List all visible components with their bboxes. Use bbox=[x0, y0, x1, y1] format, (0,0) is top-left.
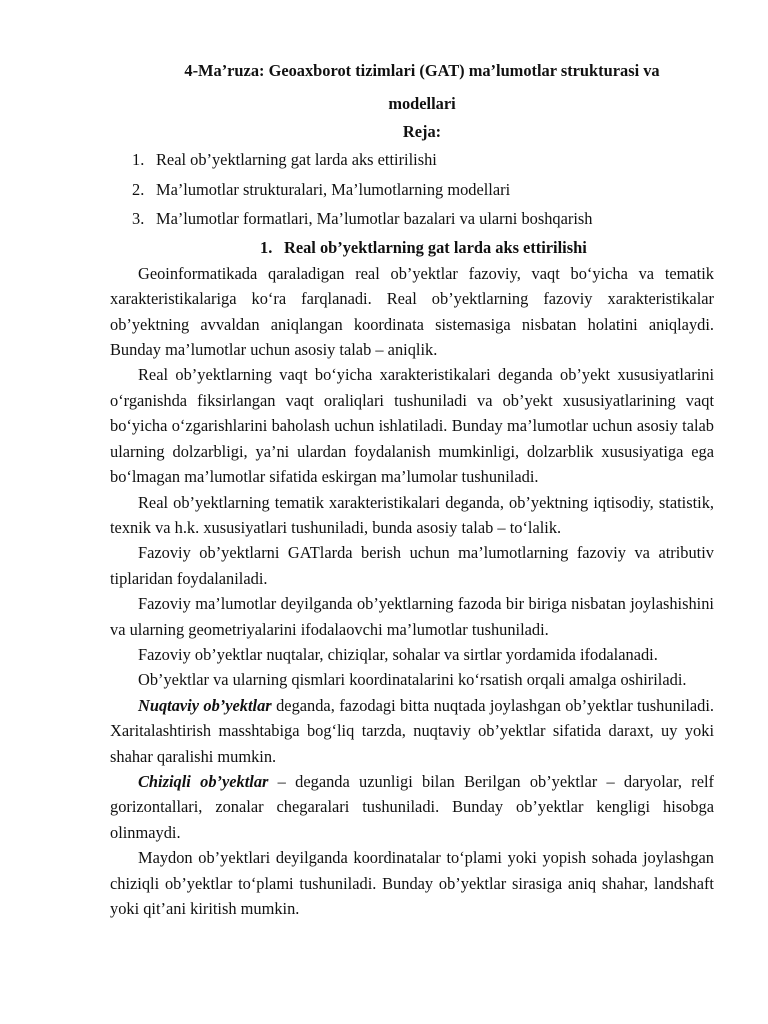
paragraph: Fazoviy ob’yektlarni GATlarda berish uchun ma’lumotlarning fazoviy va atributiv tiplaridan foydalaniladi. bbox=[110, 543, 714, 588]
paragraph: Geoinformatikada qaraladigan real ob’yektlar fazoviy, vaqt bo‘yicha va tematik xarakteristikalariga ko‘ra farqlanadi. Real ob’yektlarning fazoviy xarakteristikalar ob’yektning avvaldan aniqlangan koordinata sistemasiga nisbatan holatini aniqlaydi. Bunday ma’lumotlar uchun asosiy talab – aniqlik. bbox=[110, 263, 714, 360]
title-line-2: modellari bbox=[388, 94, 456, 114]
plan-heading: Reja: bbox=[402, 121, 442, 141]
line-objects-text: – deganda uzunligi bilan Berilgan ob’yektlar – daryolar, relf gorizontallari, zonalar chegaralari tushuniladi. Bunday ob’yektlar kengligi hisobga olinmaydi. bbox=[110, 771, 715, 842]
paragraph: Fazoviy ob’yektlar nuqtalar, chiziqlar, sohalar va sirtlar yordamida ifodalanadi. bbox=[138, 644, 658, 664]
plan-item-number: 3. bbox=[132, 209, 145, 229]
plan-item-text: Ma’lumotlar strukturalari, Ma’lumotlarning modellari bbox=[156, 179, 511, 199]
point-objects-term: Nuqtaviy ob’yektlar bbox=[138, 695, 272, 715]
line-objects-paragraph bbox=[110, 769, 714, 845]
paragraph: Fazoviy ma’lumotlar deyilganda ob’yektlarning fazoda bir biriga nisbatan joylashishini va ularning geometriyalarini ifodalaovchi ma’lumotlar tushuniladi. bbox=[110, 594, 714, 639]
document-page bbox=[110, 58, 714, 921]
point-objects-paragraph bbox=[110, 693, 714, 769]
document-title bbox=[110, 58, 714, 117]
title-line-1: 4-Ma’ruza: Geoaxborot tizimlari (GAT) ma’lumotlar strukturasi va bbox=[184, 61, 660, 80]
paragraph: Ob’yektlar va ularning qismlari koordinatalarini ko‘rsatish orqali amalga oshiriladi. bbox=[138, 670, 687, 690]
point-objects-text: deganda, fazodagi bitta nuqtada joylashgan ob’yektlar tushuniladi. Xaritalashtirish masshtabiga bog‘liq tarzda, nuqtaviy ob’yektlar sifatida daraxt, uy yoki shahar qaralishi mumkin. bbox=[110, 695, 714, 766]
plan-item bbox=[110, 177, 714, 202]
area-objects-paragraph: Maydon ob’yektlari deyilganda koordinatalar to‘plami yoki yopish sohada joylashgan chiziqli ob’yektlar to‘plami tushuniladi. Bunday ob’yektlar sirasiga aniq shahar, landshaft yoki qit’ani kiritish mumkin. bbox=[110, 848, 714, 918]
line-objects-term: Chiziqli ob’yektlar bbox=[138, 771, 269, 791]
section-title: Real ob’yektlarning gat larda aks ettirilishi bbox=[284, 238, 587, 258]
plan-item-text: Real ob’yektlarning gat larda aks ettirilishi bbox=[156, 150, 437, 170]
section-number: 1. bbox=[260, 238, 273, 258]
plan-item-number: 2. bbox=[132, 179, 145, 199]
plan-item bbox=[110, 147, 714, 172]
plan-item-text: Ma’lumotlar formatlari, Ma’lumotlar bazalari va ularni boshqarish bbox=[156, 209, 593, 229]
plan-item bbox=[110, 206, 714, 231]
plan-list bbox=[110, 147, 714, 231]
paragraph: Real ob’yektlarning vaqt bo‘yicha xarakteristikalari deganda ob’yekt xususiyatlarini o‘rganishda fiksirlangan vaqt oraliqlari tushuniladi va ob’yekt xususiyatlarining vaqt bo‘yicha o‘zgarishlarini baholash uchun ishlatiladi. Bunday ma’lumotlar uchun asosiy talab ularning dolzarbligi, ya’ni ulardan foydalanish mumkinligi, dolzarblik xususiyatiga ega bo‘lmagan ma’lumotlar sifatida eskirgan ma’lumolar tushuniladi. bbox=[110, 365, 714, 487]
section-1-heading bbox=[110, 235, 714, 260]
plan-item-number: 1. bbox=[132, 150, 145, 170]
paragraph: Real ob’yektlarning tematik xarakteristikalari deganda, ob’yektning iqtisodiy, statistik, texnik va h.k. xususiyatlari tushuniladi, bunda asosiy talab – to‘lalik. bbox=[110, 492, 714, 537]
